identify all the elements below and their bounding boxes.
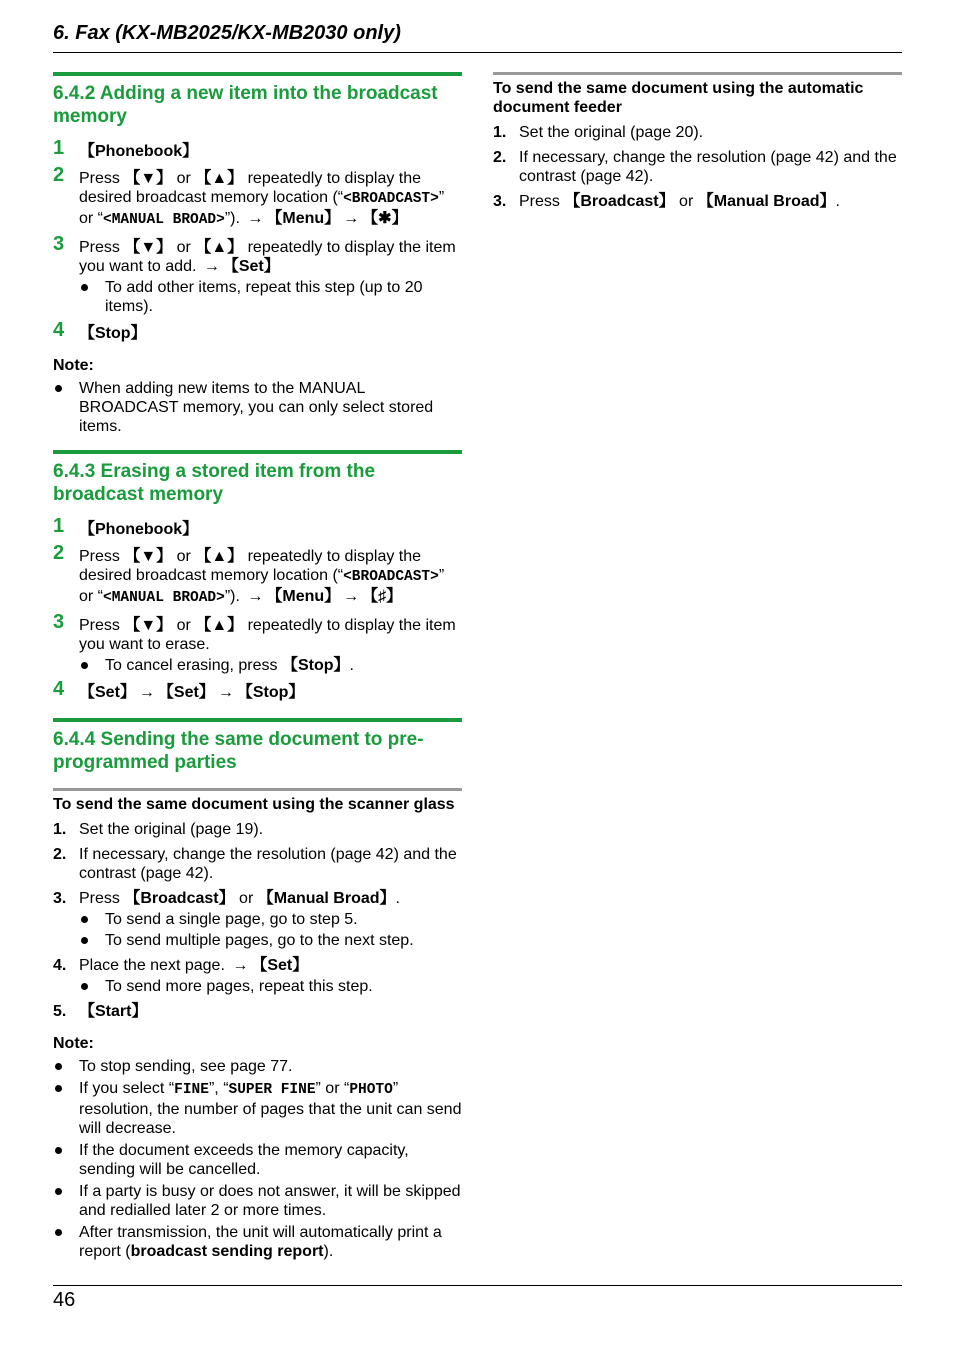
menu-key: 【Menu】: [266, 210, 341, 227]
step-text: repeatedly to display the desired broadcast memory location (“: [79, 170, 422, 206]
down-key: 【▼】: [124, 239, 173, 256]
display-text: SUPER FINE: [228, 1082, 316, 1098]
display-text: <MANUAL BROAD>: [103, 212, 225, 228]
list-text: .: [395, 890, 400, 907]
step-number: 4: [53, 678, 65, 700]
note-block: [53, 1035, 462, 1261]
start-key: 【Start】: [79, 1003, 148, 1020]
step-text: ” or “: [79, 567, 445, 605]
set-key: 【Set】: [79, 684, 136, 701]
list-text: Press: [79, 890, 125, 907]
note-title: Note:: [53, 1035, 94, 1052]
subsection-title: To send the same document using the automatic document feeder: [493, 80, 864, 116]
arrow-icon: →: [203, 258, 220, 275]
phonebook-key: 【Phonebook】: [79, 521, 199, 538]
list-text: or: [234, 890, 258, 907]
up-key: 【▲】: [195, 617, 244, 634]
up-key: 【▲】: [195, 548, 244, 565]
note-text: After transmission, the unit will automatically print a report (: [79, 1224, 442, 1260]
section-6-4-3: [53, 450, 462, 702]
set-key: 【Set】: [157, 684, 215, 701]
note-text: ” or “: [315, 1080, 350, 1097]
list-number: 4.: [53, 957, 67, 974]
list-number: 1.: [493, 124, 507, 141]
list-item: [53, 845, 462, 883]
list-text: or: [674, 193, 698, 210]
section-title: 6.4.3 Erasing a stored item from the broadcast memory: [53, 461, 376, 505]
arrow-icon: →: [232, 957, 249, 974]
step-2: [53, 164, 462, 230]
arrow-icon: →: [217, 684, 234, 701]
page-number: 46: [53, 1289, 76, 1311]
display-text: <BROADCAST>: [343, 569, 439, 585]
step-text: Press: [79, 548, 125, 565]
left-column: [53, 72, 462, 1264]
step-text: Press: [79, 170, 125, 187]
header-divider: [53, 52, 902, 53]
step-number: 2: [53, 164, 65, 186]
list-number: 3.: [53, 890, 67, 907]
display-text: FINE: [174, 1082, 209, 1098]
up-key: 【▲】: [195, 239, 244, 256]
set-key: 【Set】: [222, 258, 280, 275]
down-key: 【▼】: [124, 617, 173, 634]
arrow-icon: →: [247, 210, 264, 227]
list-number: 5.: [53, 1003, 67, 1020]
section-title: 6.4.2 Adding a new item into the broadcast memory: [53, 83, 438, 127]
note-text: ).: [323, 1243, 334, 1260]
step-bullet: To add other items, repeat this step (up to 20 items).: [79, 278, 462, 316]
down-key: 【▼】: [124, 170, 173, 187]
list-bullet: To send a single page, go to step 5.: [79, 910, 462, 929]
list-text: Set the original (page 20).: [519, 124, 704, 141]
broadcast-key: 【Broadcast】: [124, 890, 235, 907]
subsection-rule: [493, 72, 902, 75]
list-text: If necessary, change the resolution (page 42) and the contrast (page 42).: [79, 846, 457, 882]
bullet-text: To cancel erasing, press: [105, 657, 282, 674]
step-text: or: [172, 617, 196, 634]
step-text: repeatedly to display the item you want to add.: [79, 239, 456, 275]
manual-broad-key: 【Manual Broad】: [697, 193, 836, 210]
list-bullet: To send more pages, repeat this step.: [79, 977, 462, 996]
list-bullet: To send multiple pages, go to the next step.: [79, 931, 462, 950]
step-3: [53, 611, 462, 675]
list-item: [493, 148, 902, 186]
step-number: 2: [53, 542, 65, 564]
section-rule: [53, 72, 462, 76]
broadcast-key: 【Broadcast】: [564, 193, 675, 210]
list-item: [53, 820, 462, 839]
manual-broad-key: 【Manual Broad】: [257, 890, 396, 907]
step-3: [53, 233, 462, 316]
note-title: Note:: [53, 357, 94, 374]
note-item: If a party is busy or does not answer, it will be skipped and redialled later 2 or more times.: [53, 1182, 462, 1220]
stop-key: 【Stop】: [236, 684, 305, 701]
note-text: If you select “: [79, 1080, 175, 1097]
step-text: Press: [79, 239, 125, 256]
star-key: 【✱】: [362, 210, 408, 227]
step-number: 1: [53, 137, 65, 159]
list-number: 2.: [493, 149, 507, 166]
list-item: [53, 956, 462, 996]
arrow-icon: →: [247, 588, 264, 605]
phonebook-key: 【Phonebook】: [79, 143, 199, 160]
arrow-icon: →: [343, 588, 360, 605]
chapter-header: 6. Fax (KX-MB2025/KX-MB2030 only): [53, 22, 401, 44]
list-number: 2.: [53, 846, 67, 863]
stop-key: 【Stop】: [79, 325, 147, 342]
note-text: ”, “: [208, 1080, 229, 1097]
list-item: [493, 192, 902, 211]
list-text: .: [835, 193, 840, 210]
step-2: [53, 542, 462, 608]
note-block: [53, 357, 462, 436]
set-key: 【Set】: [251, 957, 309, 974]
step-number: 1: [53, 515, 65, 537]
display-text: <MANUAL BROAD>: [103, 590, 225, 606]
bullet-text: .: [349, 657, 354, 674]
section-6-4-4: [53, 718, 462, 1261]
hash-key: 【♯】: [362, 588, 403, 605]
list-number: 1.: [53, 821, 67, 838]
subsection-title: To send the same document using the scanner glass: [53, 796, 455, 813]
list-text: If necessary, change the resolution (page 42) and the contrast (page 42).: [519, 149, 897, 185]
step-text: ” or “: [79, 189, 445, 227]
note-text: ” resolution, the number of pages that the unit can send will decrease.: [79, 1080, 462, 1137]
display-text: <BROADCAST>: [343, 191, 439, 207]
step-1: [53, 137, 462, 161]
report-name: broadcast sending report: [130, 1243, 324, 1260]
arrow-icon: →: [343, 210, 360, 227]
down-key: 【▼】: [124, 548, 173, 565]
section-rule: [53, 450, 462, 454]
section-rule: [53, 718, 462, 722]
note-item: To stop sending, see page 77.: [53, 1057, 462, 1076]
step-text: or: [172, 548, 196, 565]
footer-divider: [53, 1285, 902, 1286]
step-text: Press: [79, 617, 125, 634]
subsection-rule: [53, 788, 462, 791]
step-number: 3: [53, 611, 65, 633]
note-item: [53, 1223, 462, 1261]
list-text: Place the next page.: [79, 957, 230, 974]
step-text: ”).: [224, 210, 245, 227]
right-column: [493, 72, 902, 217]
step-number: 4: [53, 319, 65, 341]
display-text: PHOTO: [349, 1082, 393, 1098]
list-text: Press: [519, 193, 565, 210]
step-text: or: [172, 239, 196, 256]
step-1: [53, 515, 462, 539]
step-text: repeatedly to display the item you want to erase.: [79, 617, 456, 653]
note-item: When adding new items to the MANUAL BROADCAST memory, you can only select stored items.: [53, 379, 462, 436]
up-key: 【▲】: [195, 170, 244, 187]
section-title: 6.4.4 Sending the same document to pre-programmed parties: [53, 729, 424, 773]
list-item: [53, 889, 462, 950]
step-4: [53, 319, 462, 343]
note-item: [53, 1079, 462, 1138]
list-item: [53, 1002, 462, 1021]
step-bullet: [79, 656, 462, 675]
list-number: 3.: [493, 193, 507, 210]
step-text: or: [172, 170, 196, 187]
arrow-icon: →: [138, 684, 155, 701]
step-text: ”).: [224, 588, 245, 605]
menu-key: 【Menu】: [266, 588, 341, 605]
section-6-4-2: [53, 72, 462, 436]
list-text: Set the original (page 19).: [79, 821, 264, 838]
stop-key: 【Stop】: [281, 657, 350, 674]
step-text: repeatedly to display the desired broadcast memory location (“: [79, 548, 422, 584]
step-4: [53, 678, 462, 702]
note-item: If the document exceeds the memory capacity, sending will be cancelled.: [53, 1141, 462, 1179]
list-item: [493, 123, 902, 142]
step-number: 3: [53, 233, 65, 255]
